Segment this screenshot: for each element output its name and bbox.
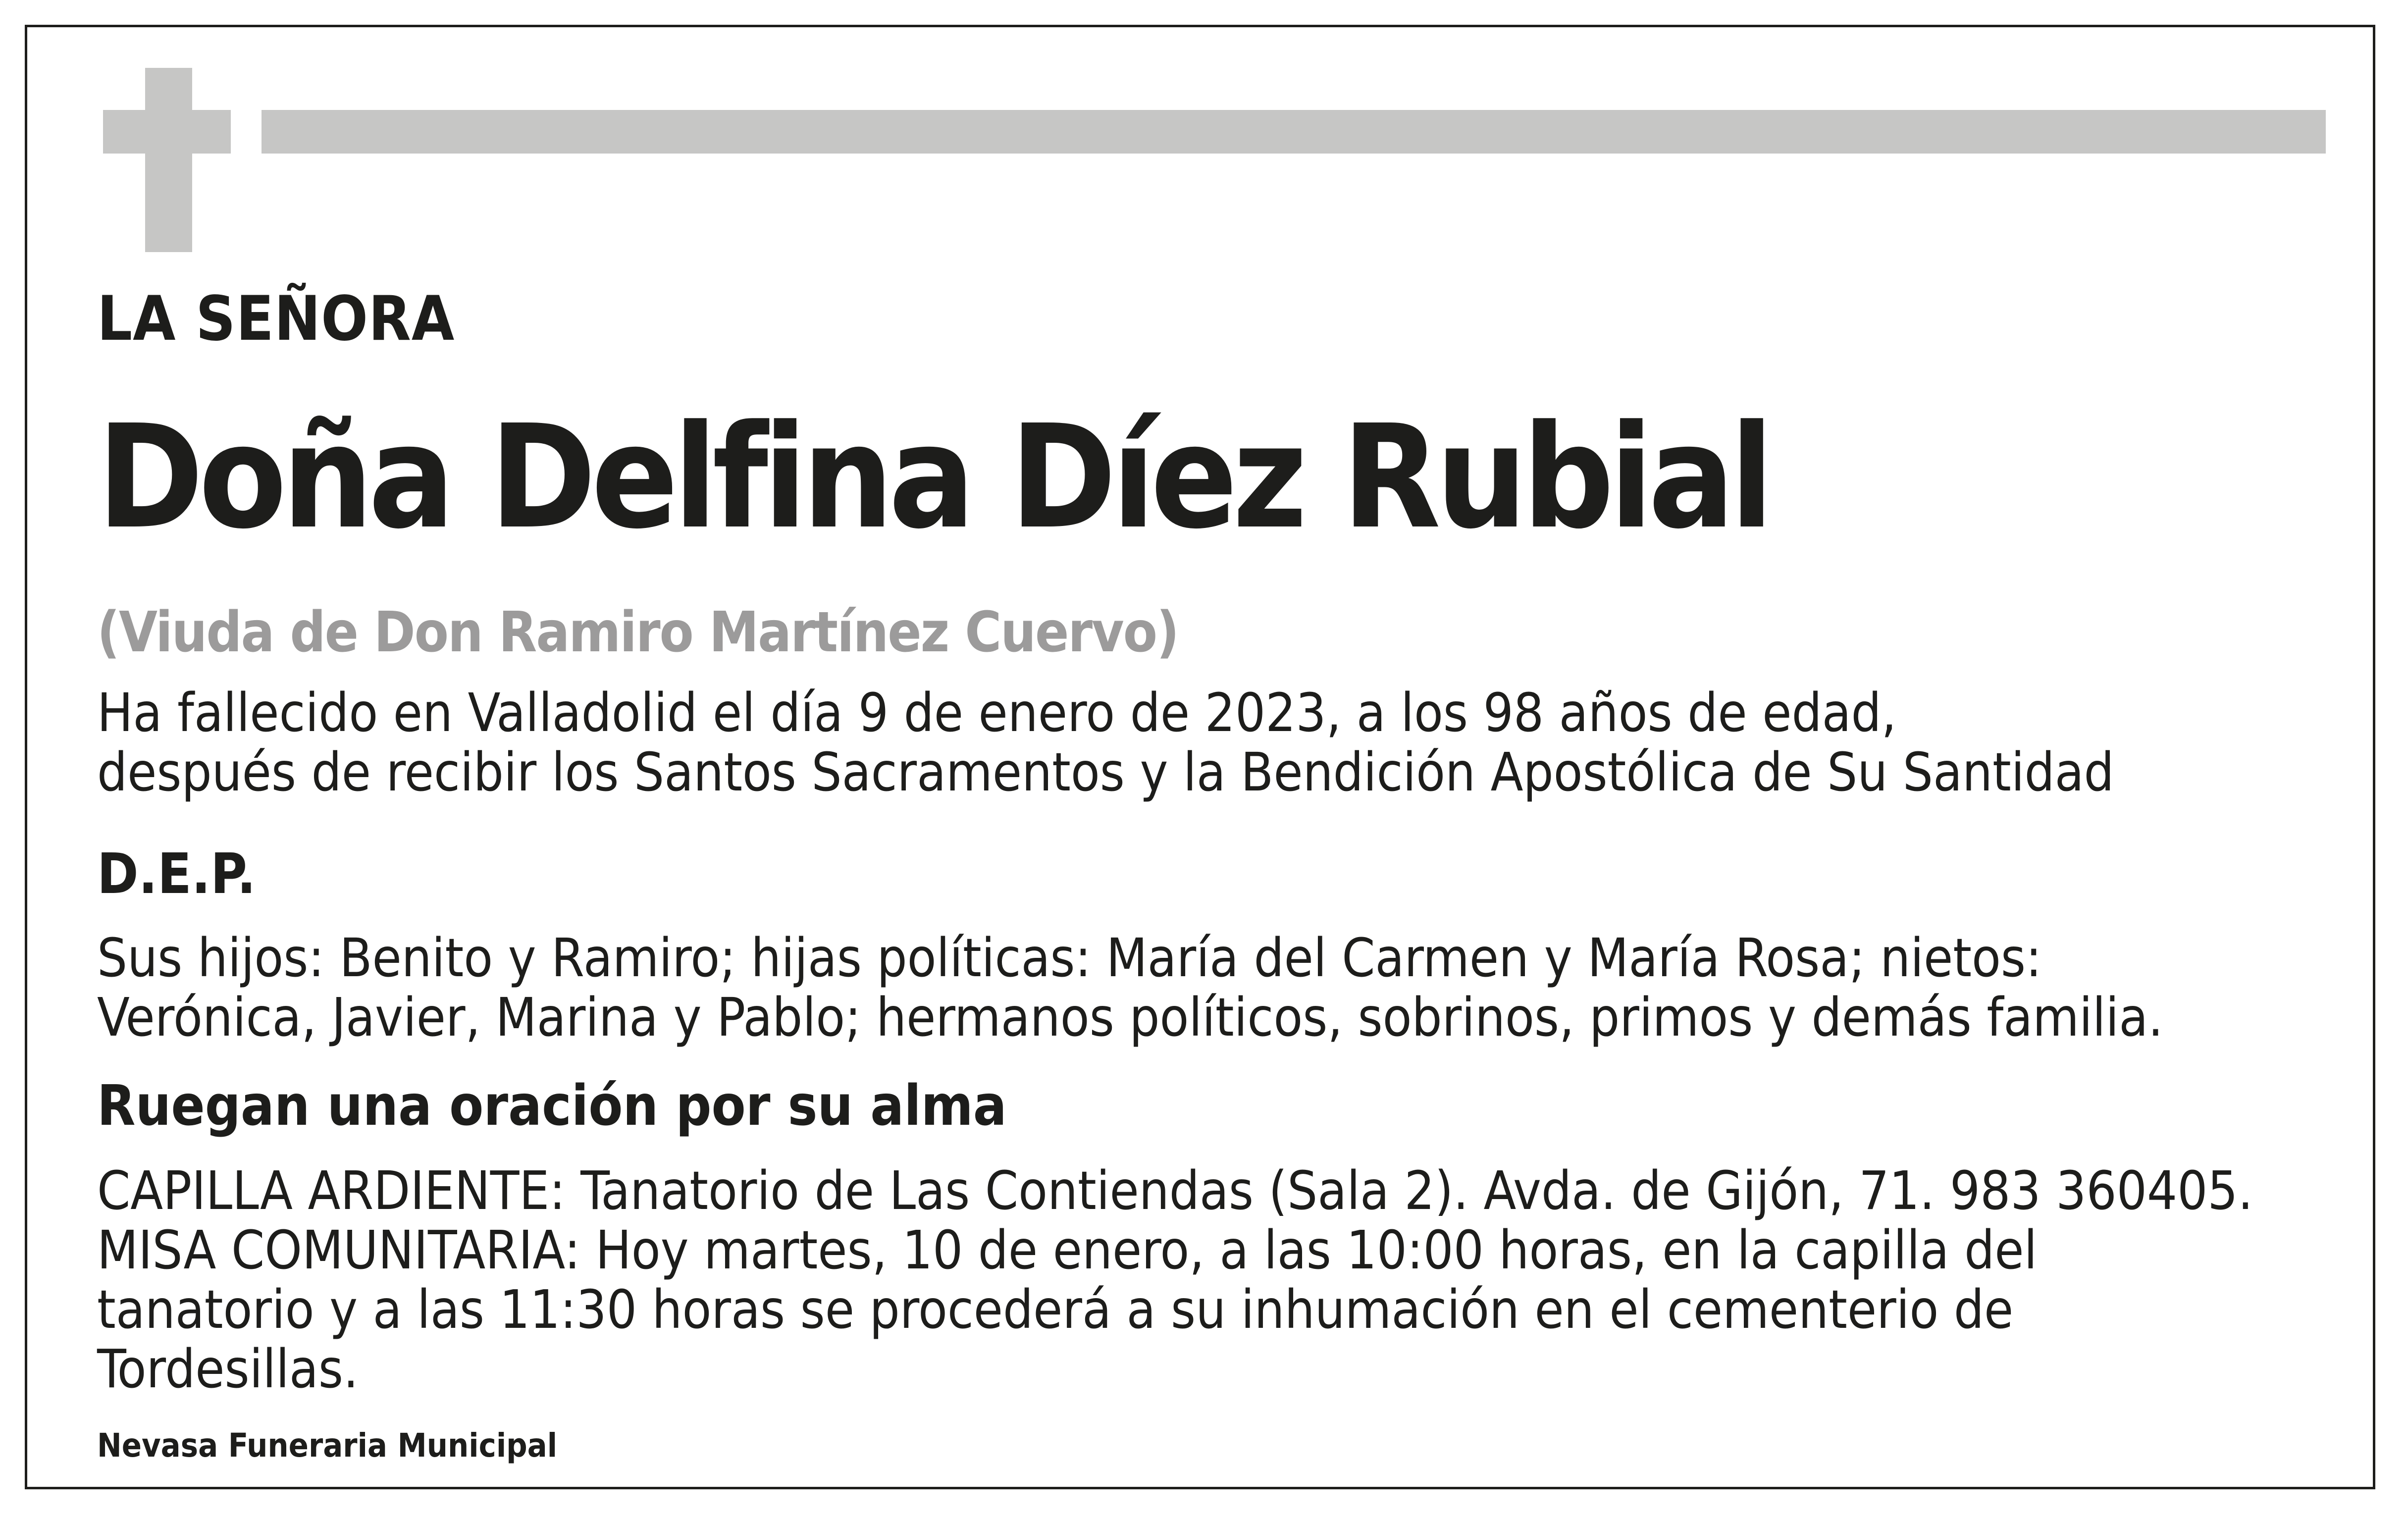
cross-vertical-bar [145,68,192,252]
rip-label: D.E.P. [97,842,256,906]
death-announcement [97,683,2114,802]
header-rule [262,110,2326,154]
family-list [97,929,2163,1048]
prayer-request: Ruegan una oración por su alma [97,1074,1007,1138]
widow-of: (Viuda de Don Ramiro Martínez Cuervo) [97,600,1179,665]
death-line: después de recibir los Santos Sacramentos y la Bendición Apostólica de Su Santidad [97,742,2114,803]
service-line: CAPILLA ARDIENTE: Tanatorio de Las Contiendas (Sala 2). Avda. de Gijón, 71. 983 360405. [97,1160,2253,1222]
funeral-home: Nevasa Funeraria Municipal [97,1426,558,1465]
service-line: tanatorio y a las 11:30 horas se procederá a su inhumación en el cementerio de [97,1279,2014,1341]
family-line: Sus hijos: Benito y Ramiro; hijas políticas: María del Carmen y María Rosa; nietos: [97,928,2042,989]
deceased-name: Doña Delfina Díez Rubial [97,394,1769,560]
death-line: Ha fallecido en Valladolid el día 9 de enero de 2023, a los 98 años de edad, [97,682,1897,744]
cross-horizontal-bar [103,110,231,154]
honorific: LA SEÑORA [97,283,455,355]
service-details [97,1161,2253,1399]
service-line: MISA COMUNITARIA: Hoy martes, 10 de enero, a las 10:00 horas, en la capilla del [97,1220,2038,1281]
family-line: Verónica, Javier, Marina y Pablo; hermanos políticos, sobrinos, primos y demás familia. [97,987,2163,1049]
service-line: Tordesillas. [97,1339,359,1400]
